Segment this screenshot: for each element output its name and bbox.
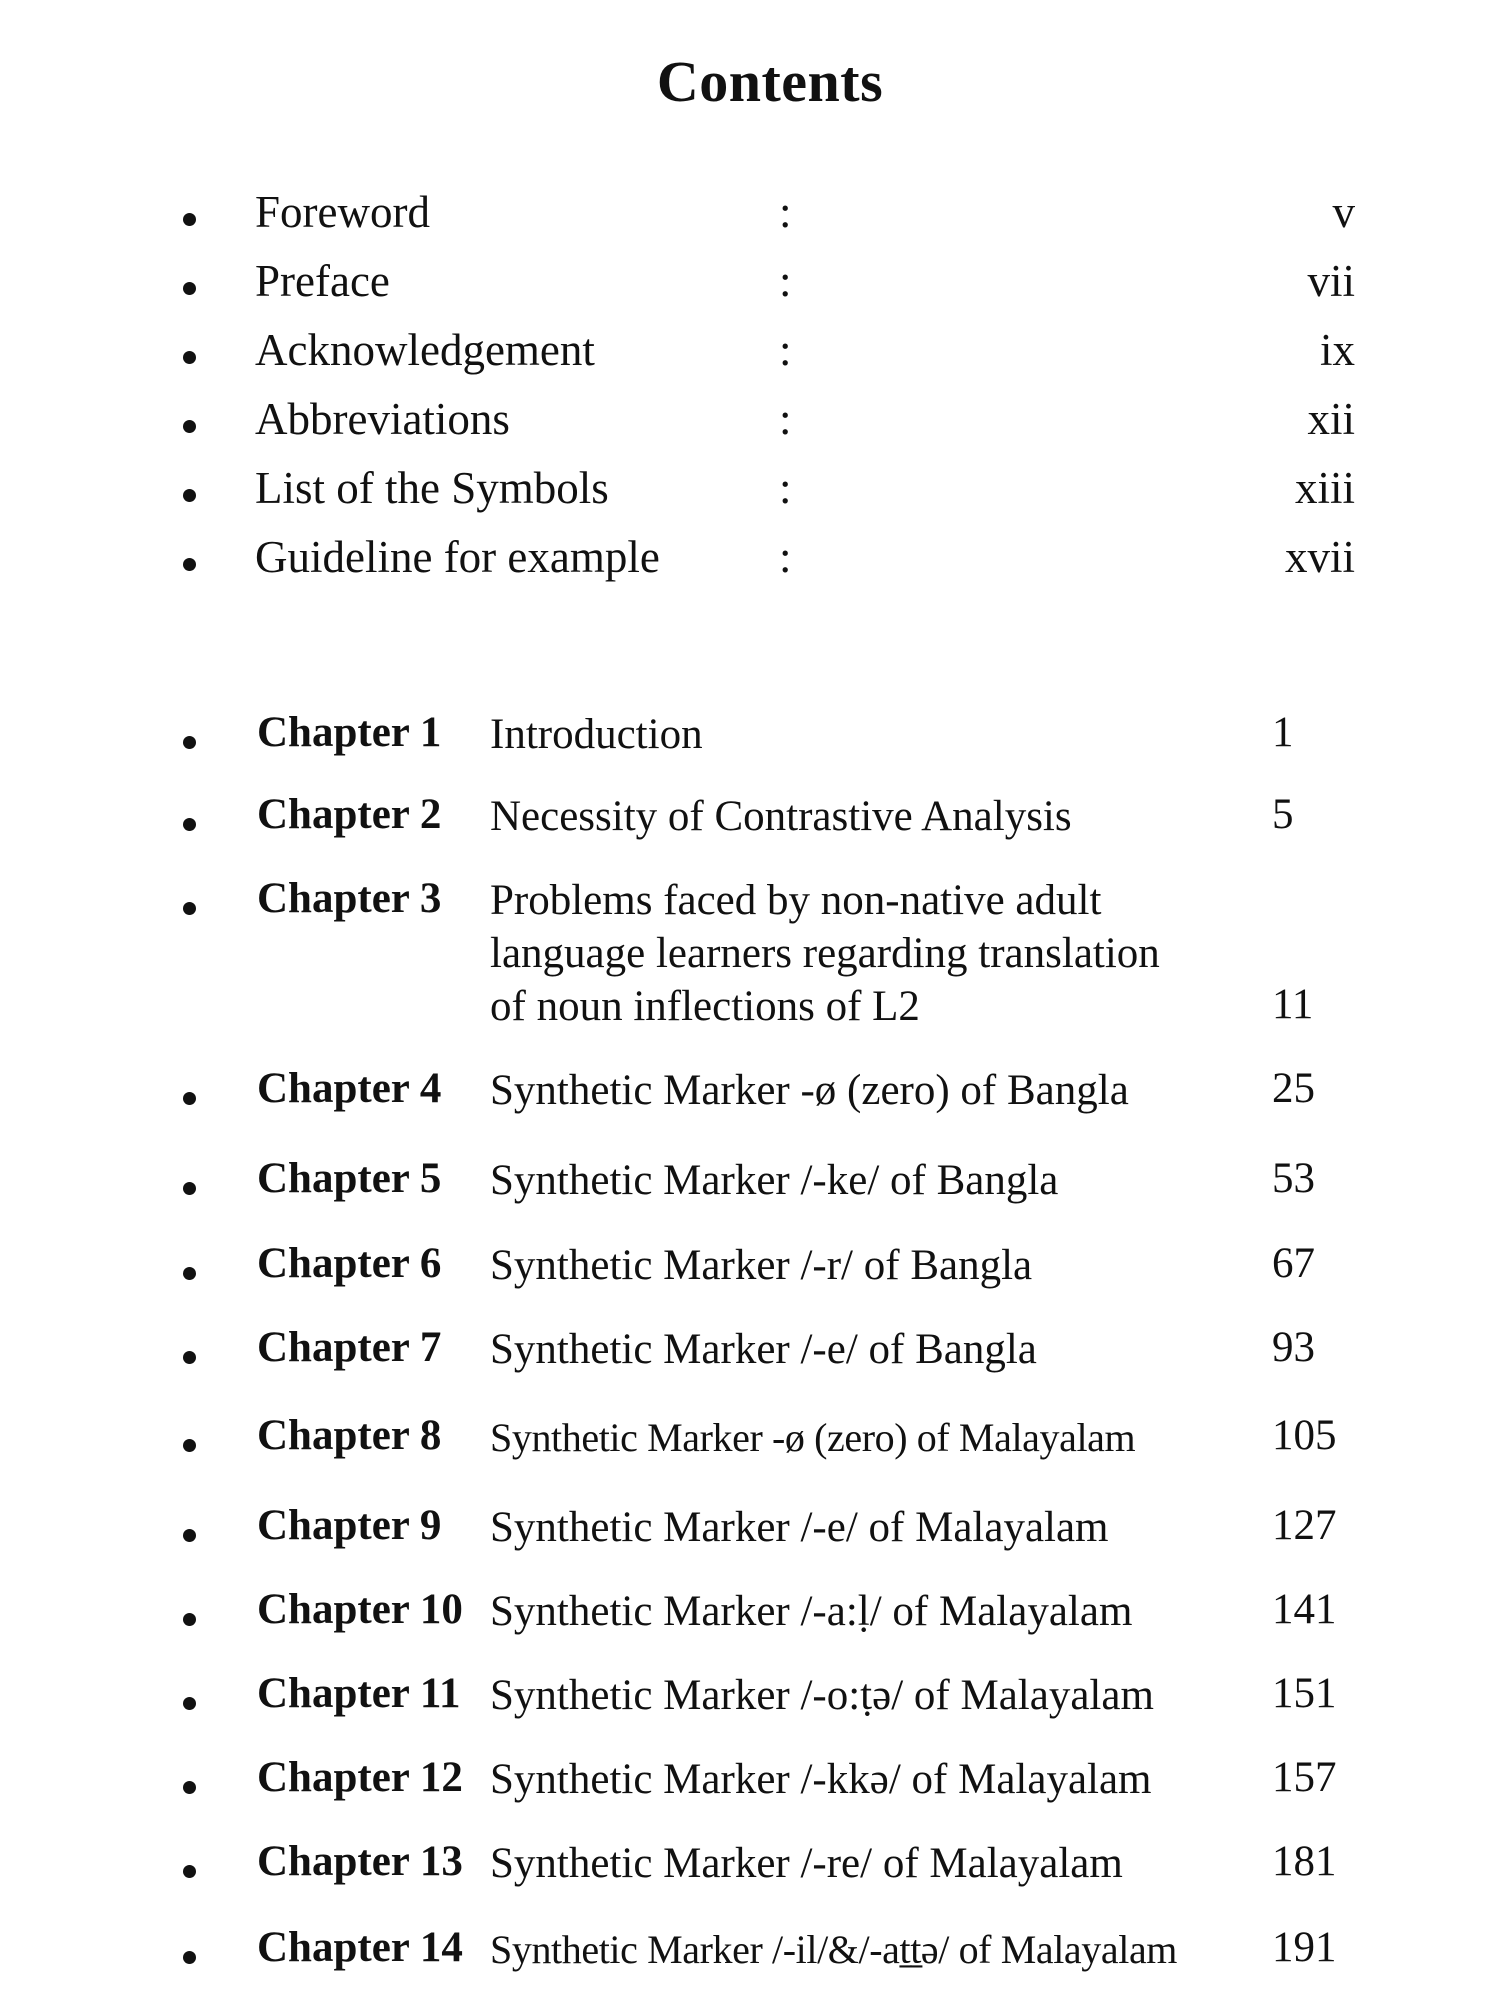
- chapter-item: [0, 1577, 1500, 1661]
- chapter-number: Chapter 9: [257, 1502, 442, 1549]
- front-matter-page: vii: [1307, 256, 1355, 306]
- chapter-title: Synthetic Marker /-kkə/ of Malayalam: [490, 1756, 1152, 1803]
- front-matter-item: [0, 180, 1500, 249]
- bullet-icon: [183, 902, 196, 915]
- chapter-title: Necessity of Contrastive Analysis: [490, 793, 1072, 840]
- chapter-title: Synthetic Marker /-o:ṭə/ of Malayalam: [490, 1672, 1154, 1719]
- chapter-item: [0, 866, 1500, 1056]
- chapter-number: Chapter 13: [257, 1838, 463, 1885]
- chapter-title: [490, 874, 1160, 1033]
- bullet-icon: [183, 351, 196, 364]
- front-matter-page: ix: [1319, 325, 1355, 375]
- bullet-icon: [183, 489, 196, 502]
- bullet-icon: [183, 1351, 196, 1364]
- chapter-page: 5: [1272, 791, 1294, 838]
- front-matter-label: Guideline for example: [255, 532, 660, 582]
- bullet-icon: [183, 558, 196, 571]
- chapter-page: 151: [1272, 1670, 1337, 1717]
- chapter-item: [0, 1315, 1500, 1403]
- front-matter-separator: :: [779, 256, 792, 306]
- front-matter-page: xii: [1307, 394, 1355, 444]
- chapter-page: 105: [1272, 1412, 1337, 1459]
- chapter-item: [0, 700, 1500, 782]
- chapter-title: Synthetic Marker /-a:ḷ/ of Malayalam: [490, 1588, 1133, 1635]
- chapter-page: 181: [1272, 1838, 1337, 1885]
- chapter-title: Synthetic Marker -ø (zero) of Malayalam: [490, 1415, 1136, 1460]
- bullet-icon: [183, 736, 196, 749]
- chapter-title: Synthetic Marker /-re/ of Malayalam: [490, 1840, 1123, 1887]
- bullet-icon: [183, 818, 196, 831]
- chapter-page: 157: [1272, 1754, 1337, 1801]
- front-matter-label: List of the Symbols: [255, 463, 609, 513]
- chapter-item: [0, 1056, 1500, 1146]
- bullet-icon: [183, 1439, 196, 1452]
- front-matter-separator: :: [779, 463, 792, 513]
- chapter-number: Chapter 11: [257, 1670, 461, 1717]
- bullet-icon: [183, 420, 196, 433]
- chapter-number: Chapter 7: [257, 1324, 442, 1371]
- chapter-page: 53: [1272, 1155, 1315, 1202]
- bullet-icon: [183, 1267, 196, 1280]
- chapter-item: [0, 1745, 1500, 1829]
- chapter-page: 127: [1272, 1502, 1337, 1549]
- chapter-number: Chapter 12: [257, 1754, 463, 1801]
- chapter-item: [0, 1493, 1500, 1577]
- front-matter-item: [0, 249, 1500, 318]
- chapter-page: 93: [1272, 1324, 1315, 1371]
- chapter-title: Synthetic Marker -ø (zero) of Bangla: [490, 1067, 1129, 1114]
- chapter-page: 11: [1272, 981, 1314, 1028]
- front-matter-item: [0, 318, 1500, 387]
- chapter-item: [0, 782, 1500, 866]
- chapter-page: 191: [1272, 1924, 1337, 1971]
- bullet-icon: [183, 1092, 196, 1105]
- chapter-page: 25: [1272, 1065, 1315, 1112]
- bullet-icon: [183, 1865, 196, 1878]
- chapter-title-line: of noun inflections of L2: [490, 983, 920, 1030]
- front-matter-separator: :: [779, 187, 792, 237]
- chapter-item: [0, 1915, 1500, 1995]
- front-matter-item: [0, 387, 1500, 456]
- front-matter-label: Preface: [255, 256, 390, 306]
- front-matter-separator: :: [779, 325, 792, 375]
- bullet-icon: [183, 1781, 196, 1794]
- front-matter-item: [0, 525, 1500, 594]
- bullet-icon: [183, 1182, 196, 1195]
- front-matter-label: Abbreviations: [255, 394, 510, 444]
- front-matter-list: [0, 180, 1500, 594]
- chapter-number: Chapter 8: [257, 1412, 442, 1459]
- front-matter-page: v: [1332, 187, 1355, 237]
- front-matter-label: Foreword: [255, 187, 430, 237]
- bullet-icon: [183, 1951, 196, 1964]
- chapter-list: [0, 700, 1500, 1995]
- front-matter-item: [0, 456, 1500, 525]
- bullet-icon: [183, 213, 196, 226]
- chapter-item: [0, 1231, 1500, 1315]
- front-matter-separator: :: [779, 532, 792, 582]
- chapter-item: [0, 1661, 1500, 1745]
- chapter-number: Chapter 5: [257, 1155, 442, 1202]
- chapter-number: Chapter 2: [257, 791, 442, 838]
- chapter-number: Chapter 1: [257, 709, 442, 756]
- chapter-item: [0, 1403, 1500, 1493]
- chapter-page: 1: [1272, 709, 1294, 756]
- bullet-icon: [183, 1613, 196, 1626]
- chapter-page: 141: [1272, 1586, 1337, 1633]
- chapter-number: Chapter 10: [257, 1586, 463, 1633]
- chapter-title: Synthetic Marker /-ke/ of Bangla: [490, 1157, 1059, 1204]
- chapter-number: Chapter 3: [257, 875, 442, 922]
- chapter-number: Chapter 4: [257, 1065, 442, 1112]
- chapter-number: Chapter 14: [257, 1924, 463, 1971]
- chapter-item: [0, 1829, 1500, 1915]
- chapter-title: Synthetic Marker /-r/ of Bangla: [490, 1242, 1033, 1289]
- front-matter-page: xvii: [1284, 532, 1355, 582]
- chapter-title: Introduction: [490, 711, 703, 758]
- chapter-page: 67: [1272, 1240, 1315, 1287]
- chapter-number: Chapter 6: [257, 1240, 442, 1287]
- front-matter-separator: :: [779, 394, 792, 444]
- chapter-title: Synthetic Marker /-il/&/-aṯṯə/ of Malayalam: [490, 1927, 1178, 1972]
- bullet-icon: [183, 1697, 196, 1710]
- chapter-title-line: language learners regarding translation: [490, 930, 1160, 977]
- bullet-icon: [183, 1529, 196, 1542]
- page-title: Contents: [656, 49, 884, 114]
- chapter-item: [0, 1146, 1500, 1231]
- front-matter-label: Acknowledgement: [255, 325, 595, 375]
- bullet-icon: [183, 282, 196, 295]
- chapter-title-line: Problems faced by non-native adult: [490, 877, 1102, 924]
- chapter-title: Synthetic Marker /-e/ of Bangla: [490, 1326, 1037, 1373]
- chapter-title: Synthetic Marker /-e/ of Malayalam: [490, 1504, 1109, 1551]
- front-matter-page: xiii: [1294, 463, 1355, 513]
